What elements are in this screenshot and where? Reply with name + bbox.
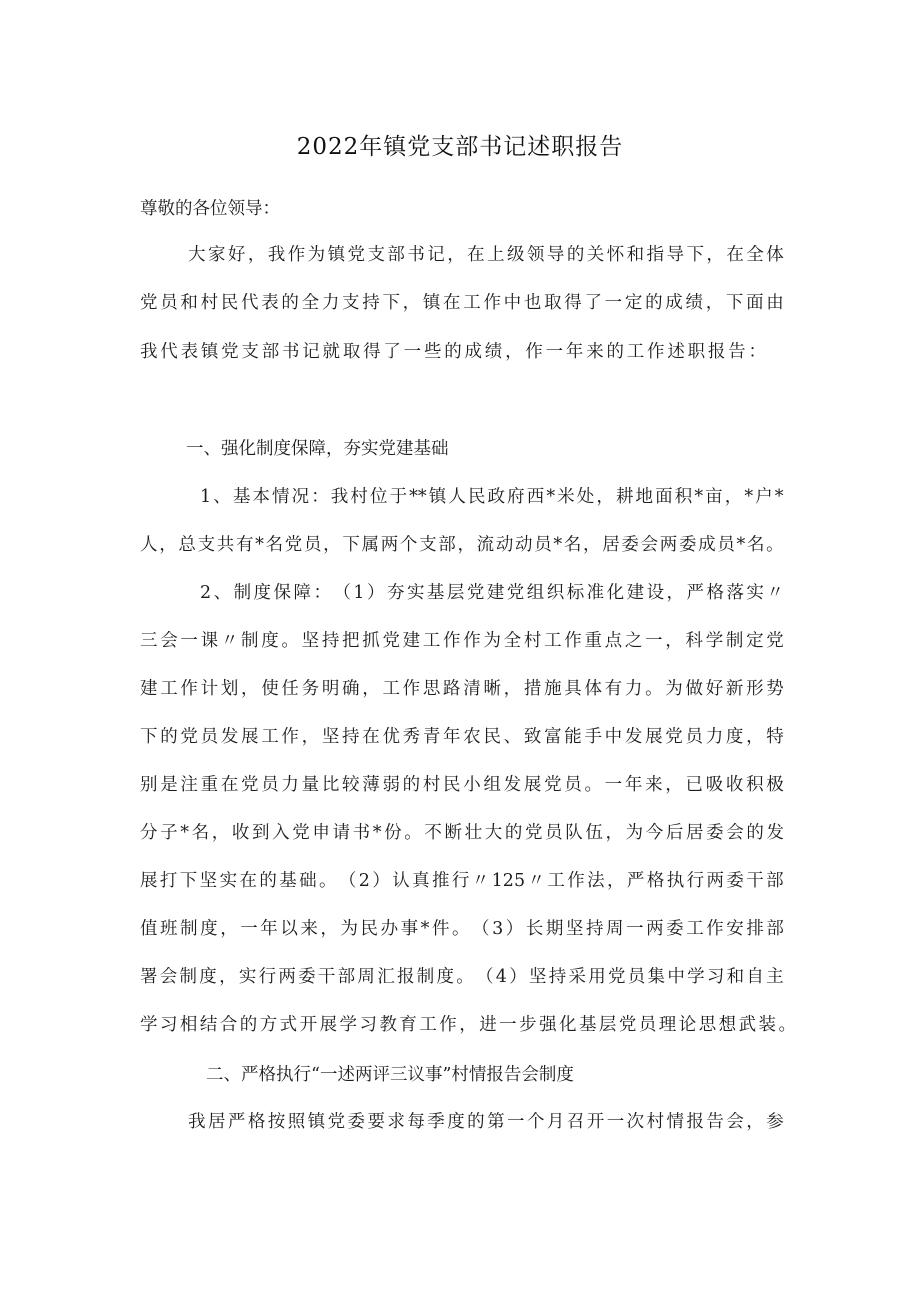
item2-line-2: 三 会 一 课 〃 制 度 。 坚 持 把 抓 党 建 工 作 作 为 全 村 工 作 重 点 之 一 ， 科 学 制 定 党 [140,631,784,651]
intro-line-2: 党 员 和 村 民 代 表 的 全 力 支 持 下 ， 镇 在 工 作 中 也 取 得 了 一 定 的 成 绩 ， 下 面 由 [140,293,784,313]
item1-line-2: 人 ， 总 支 共 有 * 名 党 员 ， 下 属 两 个 支 部 ， 流 动 动 员 * 名 ， 居 委 会 两 委 成 员 * 名 。 [140,535,784,555]
intro-line-3: 我 代 表 镇 党 支 部 书 记 就 取 得 了 一 些 的 成 绩 ， 作 一 年 来 的 工 作 述 职 报 告 ： [140,342,766,362]
item2-line-8: 值 班 制 度 ， 一 年 以 来 ， 为 民 办 事 * 件 。 （ 3 ） 长 期 坚 持 周 一 两 委 工 作 安 排 部 [140,919,784,939]
item2-line-7: 展 打 下 坚 实 在 的 基 础 。 （ 2 ） 认 真 推 行 〃 125 〃 工 作 法 ， 严 格 执 行 两 委 干 部 [140,871,784,891]
section2-heading: 二、严格执行“一述两评三议事”村情报告会制度 [206,1065,574,1085]
intro-line-1: 大 家 好 ， 我 作 为 镇 党 支 部 书 记 ， 在 上 级 领 导 的 关 怀 和 指 导 下 ， 在 全 体 [188,245,784,265]
salutation: 尊敬的各位领导： [140,199,280,219]
item2-line-1: 2 、 制 度 保 障 ： （ 1 ） 夯 实 基 层 党 建 党 组 织 标 准 化 建 设 ， 严 格 落 实 〃 [200,583,784,603]
item2-line-6: 分 子 * 名 ， 收 到 入 党 申 请 书 * 份 。 不 断 壮 大 的 党 员 队 伍 ， 为 今 后 居 委 会 的 发 [140,823,784,843]
item2-line-9: 署 会 制 度 ， 实 行 两 委 干 部 周 汇 报 制 度 。 （ 4 ） 坚 持 采 用 党 员 集 中 学 习 和 自 主 [140,967,784,987]
document-title: 2022年镇党支部书记述职报告 [296,134,624,160]
item2-line-3: 建 工 作 计 划 ， 使 任 务 明 确 ， 工 作 思 路 清 晰 ， 措 施 具 体 有 力 。 为 做 好 新 形 势 [140,679,784,699]
item1-line-1: 1 、 基 本 情 况 ： 我 村 位 于 ** 镇 人 民 政 府 西 * 米 处 ， 耕 地 面 积 * 亩 ， * 户 * [200,487,784,507]
section2-line-1: 我 居 严 格 按 照 镇 党 委 要 求 每 季 度 的 第 一 个 月 召 开 一 次 村 情 报 告 会 ， 参 [188,1112,784,1132]
item2-line-10: 学 习 相 结 合 的 方 式 开 展 学 习 教 育 工 作 ， 进 一 步 强 化 基 层 党 员 理 论 思 想 武 装 。 [140,1015,796,1035]
item2-line-5: 别 是 注 重 在 党 员 力 量 比 较 薄 弱 的 村 民 小 组 发 展 党 员 。 一 年 来 ， 已 吸 收 积 极 [140,775,784,795]
item2-line-4: 下 的 党 员 发 展 工 作 ， 坚 持 在 优 秀 青 年 农 民 、 致 富 能 手 中 发 展 党 员 力 度 ， 特 [140,727,784,747]
section1-heading: 一、强化制度保障，夯实党建基础 [186,439,449,459]
